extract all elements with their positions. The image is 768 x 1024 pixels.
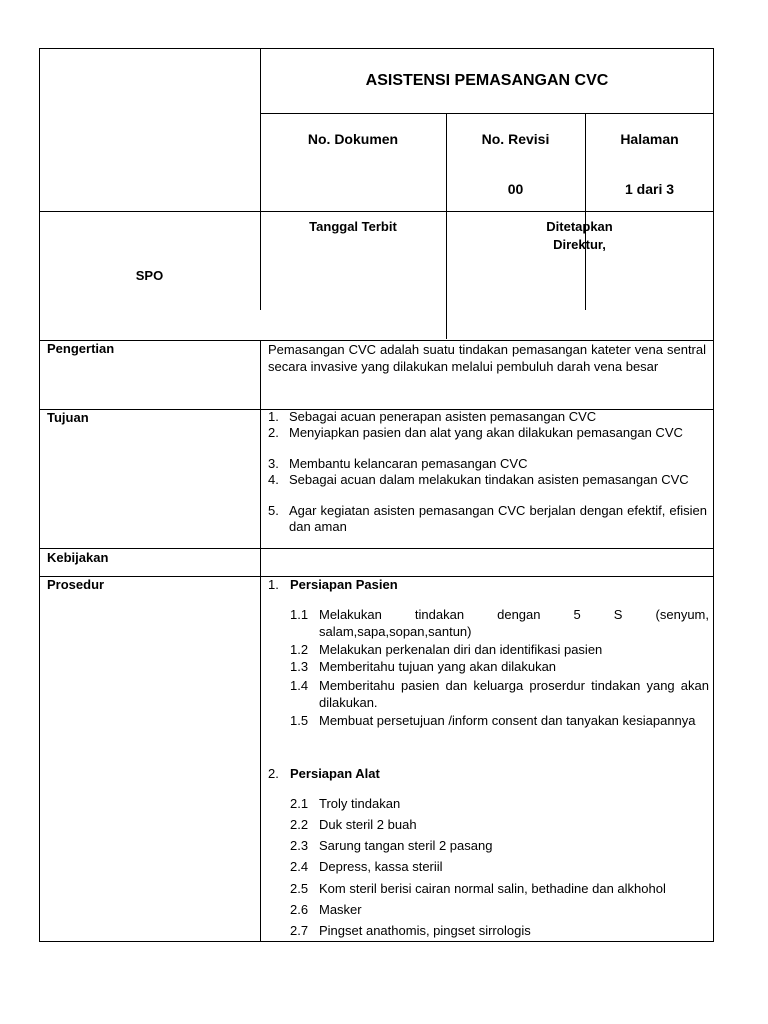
row-divider-kebijakan	[39, 548, 714, 549]
prosedur-step-number: 2.6	[290, 902, 309, 917]
tujuan-item-number: 4.	[268, 472, 279, 487]
prosedur-step-number: 2.7	[290, 923, 309, 938]
prosedur-step-text: Depress, kassa steriil	[319, 859, 443, 874]
prosedur-step-number: 2.1	[290, 796, 309, 811]
tanggal-terbit-label: Tanggal Terbit	[309, 219, 397, 234]
prosedur-step-text: Duk steril 2 buah	[319, 817, 417, 832]
tujuan-item-text: Sebagai acuan dalam melakukan tindakan asisten pemasangan CVC	[289, 472, 689, 487]
prosedur-step-number: 1.4	[290, 678, 309, 693]
prosedur-step-text: Melakukan tindakan dengan 5 S (senyum, salam,sapa,sopan,santun)	[319, 607, 709, 639]
prosedur-step-number: 1.3	[290, 659, 309, 674]
no-dokumen-label: No. Dokumen	[307, 131, 399, 147]
table-border-left	[39, 48, 40, 942]
tujuan-item-text: Sebagai acuan penerapan asisten pemasangan CVC	[289, 409, 597, 424]
tujuan-item-number: 1.	[268, 409, 279, 424]
prosedur-step-text: Memberitahu tujuan yang akan dilakukan	[319, 659, 557, 674]
prosedur-step-number: 1.1	[290, 607, 309, 622]
prosedur-step-text: Membuat persetujuan /inform consent dan tanyakan kesiapannya	[319, 713, 696, 728]
prosedur-group-number: 2.	[268, 766, 279, 781]
prosedur-step-text: Sarung tangan steril 2 pasang	[319, 838, 493, 853]
prosedur-step-text: Masker	[319, 902, 362, 917]
prosedur-step-number: 2.2	[290, 817, 309, 832]
no-revisi-value: 00	[507, 181, 524, 197]
halaman-label: Halaman	[620, 131, 679, 147]
prosedur-label: Prosedur	[47, 577, 105, 592]
tujuan-item-number: 5.	[268, 503, 279, 518]
prosedur-step-number: 1.5	[290, 713, 309, 728]
header-meta-divider	[39, 211, 714, 212]
column-divider-main-lower	[260, 340, 261, 942]
tujuan-label: Tujuan	[47, 410, 89, 425]
prosedur-step-number: 2.5	[290, 881, 309, 896]
table-border-bottom	[39, 941, 714, 942]
tujuan-item-text: Menyiapkan pasien dan alat yang akan dilakukan pemasangan CVC	[289, 425, 683, 440]
pengertian-text: Pemasangan CVC adalah suatu tindakan pemasangan kateter vena sentral secara invasive yang dilakukan melalui pembuluh darah vena besar	[268, 342, 706, 374]
prosedur-group-number: 1.	[268, 577, 279, 592]
halaman-value: 1 dari 3	[624, 181, 675, 197]
tujuan-item-number: 3.	[268, 456, 279, 471]
document-title: ASISTENSI PEMASANGAN CVC	[365, 72, 609, 89]
prosedur-step-number: 2.3	[290, 838, 309, 853]
tujuan-item-text: Agar kegiatan asisten pemasangan CVC berjalan dengan efektif, efisien dan aman	[289, 503, 707, 534]
table-border-top	[39, 48, 714, 49]
pengertian-label: Pengertian	[47, 341, 115, 356]
prosedur-step-text: Melakukan perkenalan diri dan identifikasi pasien	[319, 642, 603, 657]
no-revisi-label: No. Revisi	[481, 131, 550, 147]
tujuan-item-text: Membantu kelancaran pemasangan CVC	[289, 456, 528, 471]
spo-label: SPO	[135, 268, 164, 283]
prosedur-step-text: Troly tindakan	[319, 796, 401, 811]
prosedur-group-title: Persiapan Alat	[290, 766, 380, 781]
prosedur-step-text: Memberitahu pasien dan keluarga proserdur tindakan yang akan dilakukan.	[319, 678, 709, 710]
kebijakan-label: Kebijakan	[47, 550, 109, 565]
prosedur-step-text: Pingset anathomis, pingset sirrologis	[319, 923, 531, 938]
ditetapkan-label: Ditetapkan	[546, 219, 613, 234]
header-title-divider	[260, 113, 714, 114]
direktur-label: Direktur,	[553, 237, 606, 252]
tujuan-item-number: 2.	[268, 425, 279, 440]
prosedur-group-title: Persiapan Pasien	[290, 577, 398, 592]
prosedur-step-number: 2.4	[290, 859, 309, 874]
prosedur-step-number: 1.2	[290, 642, 309, 657]
prosedur-step-text: Kom steril berisi cairan normal salin, bethadine dan alkhohol	[319, 881, 666, 896]
